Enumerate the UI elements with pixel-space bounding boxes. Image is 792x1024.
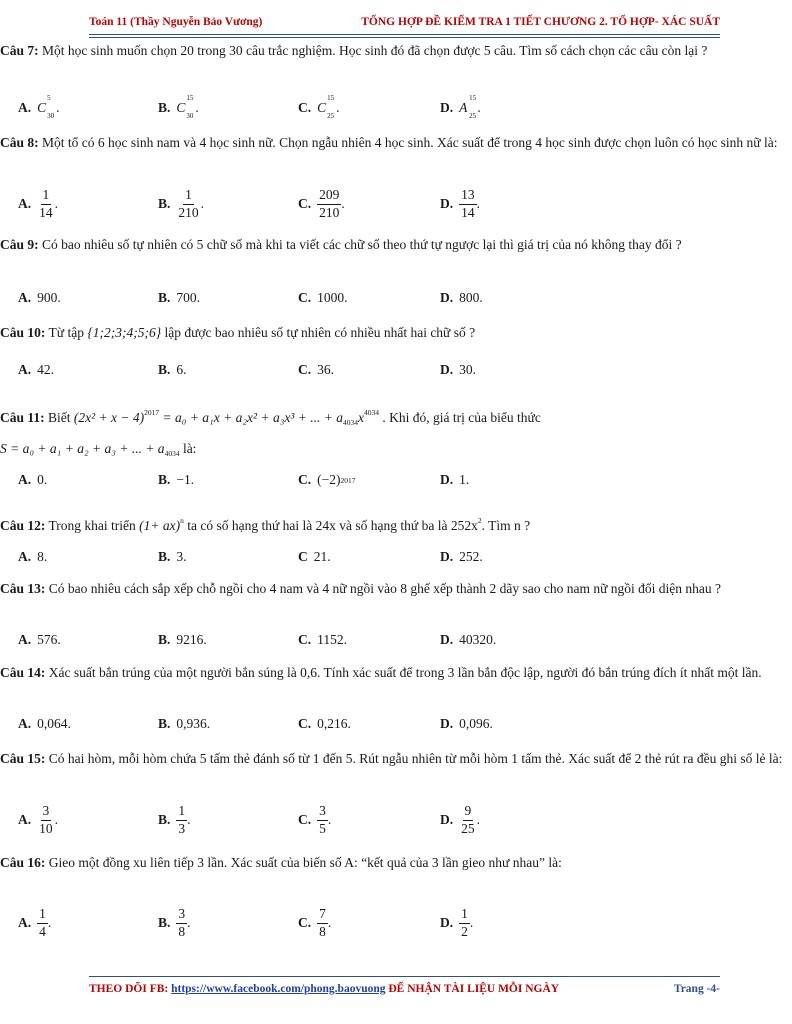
answer-options-9 [0, 278, 792, 318]
option-a[interactable]: A. 576. [18, 632, 61, 647]
page-footer [89, 983, 720, 995]
option-c[interactable]: C 21. [298, 549, 331, 564]
option-b[interactable]: B. 700. [158, 290, 201, 305]
option-c[interactable]: C. 0,216. [298, 716, 351, 731]
header-title: TỔNG HỢP ĐỀ KIỂM TRA 1 TIẾT CHƯƠNG 2. TỔ HỢP- XÁC SUẤT [361, 16, 720, 28]
question-label: Câu 9: [0, 237, 39, 252]
question-12: Câu 12: Trong khai triển (1+ ax)$^n$ ta có số hạng thứ hai là 24x và số hạng thứ ba là $252x^2$. Tìm n ? [0, 516, 531, 533]
math-set: {1;2;3;4;5;6} [87, 325, 162, 340]
answer-options-15 [0, 800, 792, 840]
answer-options-13 [0, 620, 792, 660]
header-course: Toán 11 (Thầy Nguyễn Bảo Vương) [89, 16, 263, 28]
option-d[interactable]: D. 0,096. [440, 716, 493, 731]
option-c[interactable]: C. 36. [298, 362, 334, 377]
question-text: Một tổ có 6 học sinh nam và 4 học sinh nữ. Chọn ngẫu nhiên 4 học sinh. Xác suất để trong 4 học sinh được chọn luôn có học sinh nữ là: [38, 135, 778, 150]
option-d[interactable]: D. 40320. [440, 632, 497, 647]
question-label: Câu 8: [0, 135, 39, 150]
option-c[interactable]: C. $\frac{3}{5}$ . [298, 802, 332, 836]
question-text: Gieo một đồng xu liên tiếp 3 lần. Xác suất của biến số A: “kết quả của 3 lần gieo như nhau” là: [45, 855, 562, 870]
question-text: Một học sinh muốn chọn 20 trong 30 câu trắc nghiệm. Học sinh đó đã chọn được 5 câu. Tìm số cách chọn các câu còn lại ? [38, 43, 708, 58]
option-c[interactable]: C. C 15 25 . [298, 94, 340, 120]
answer-options-16 [0, 903, 792, 943]
option-b[interactable]: B. 9216. [158, 632, 207, 647]
question-label: Câu 12: [0, 518, 46, 533]
header-divider [89, 34, 720, 38]
answer-options-14 [0, 704, 792, 744]
option-b[interactable]: B. 0,936. [158, 716, 211, 731]
option-d[interactable]: D. 1. [440, 472, 470, 487]
option-d[interactable]: D. 252. [440, 549, 483, 564]
option-d[interactable]: D. A 15 25 . [440, 94, 481, 120]
option-a[interactable]: A. $\frac{1}{4}$ . [18, 905, 52, 939]
question-label: Câu 7: [0, 43, 39, 58]
option-d[interactable]: D. $\frac{1}{2}$ . [440, 905, 474, 939]
option-b[interactable]: B. 6. [158, 362, 187, 377]
answer-options-10 [0, 350, 792, 390]
option-c[interactable]: C. (−2) 2017 [298, 472, 356, 487]
option-b[interactable]: B. C 15 30 . [158, 94, 199, 120]
question-11: Câu 11: Biết $(2x^2 + x - 4)^{2017} = a_0 + a_1x + a_2x^2 + a_3x^3$ + ... + $a_{4034}x^{4034}$ . Khi đó, giá trị của biểu thức S = a₀ + a₁ + a₂ + a₃ + ... + $a_{4034}$ là: [0, 408, 541, 458]
option-b[interactable]: B. $\frac{1}{3}$ . [158, 802, 191, 836]
math-expression: (1+ ax) [139, 518, 181, 533]
question-10: Câu 10: Từ tập {1;2;3;4;5;6} lập được bao nhiêu số tự nhiên có nhiều nhất hai chữ số ? [0, 325, 476, 340]
option-c[interactable]: C. 1152. [298, 632, 347, 647]
option-a[interactable]: A. 900. [18, 290, 61, 305]
math-sum: S = a₀ + a₁ + a₂ + a₃ + ... + a [0, 441, 165, 456]
option-d[interactable]: D. 30. [440, 362, 476, 377]
option-d[interactable]: D. $\frac{13}{14}$ . [440, 186, 480, 220]
option-c[interactable]: C. $\frac{209}{210}$ . [298, 186, 345, 220]
option-b[interactable]: B. $\frac{1}{210}$ . [158, 186, 205, 220]
option-d[interactable]: D. $\frac{9}{25}$ . [440, 802, 480, 836]
option-a[interactable]: A. 0,064. [18, 716, 71, 731]
math-expression: (2x² + x − 4) [73, 410, 145, 425]
question-14 [0, 662, 792, 684]
answer-options-7 [0, 88, 792, 128]
footer-cta-text: ĐỂ NHẬN TÀI LIỆU MỖI NGÀY [385, 983, 560, 995]
option-d[interactable]: D. 800. [440, 290, 483, 305]
option-b[interactable]: B. −1. [158, 472, 195, 487]
answer-options-11 [0, 460, 792, 500]
question-text: Có bao nhiêu số tự nhiên có 5 chữ số mà khi ta viết các chữ số theo thứ tự ngược lại thì giá trị của nó không thay đổi ? [38, 237, 682, 252]
option-a[interactable]: A. 42. [18, 362, 54, 377]
footer-divider [89, 976, 720, 977]
page-header [89, 14, 720, 36]
question-label: Câu 10: [0, 325, 46, 340]
question-16 [0, 852, 792, 874]
answer-options-8 [0, 184, 792, 224]
question-label: Câu 16: [0, 855, 46, 870]
question-text: Có hai hòm, mỗi hòm chứa 5 tấm thẻ đánh số từ 1 đến 5. Rút ngẫu nhiên từ mỗi hòm 1 tấm thẻ. Xác suất để 2 thẻ rút ra đều ghi số lẻ là: [45, 751, 783, 766]
question-13 [0, 578, 792, 600]
question-text: Có bao nhiêu cách sắp xếp chỗ ngồi cho 4 nam và 4 nữ ngồi vào 8 ghế xếp thành 2 dãy sao cho nam nữ ngồi đối diện nhau ? [45, 581, 721, 596]
option-b[interactable]: B. 3. [158, 549, 187, 564]
option-c[interactable]: C. 1000. [298, 290, 348, 305]
question-8 [0, 132, 792, 154]
option-a[interactable]: A. 0. [18, 472, 48, 487]
question-7 [0, 40, 792, 62]
question-label: Câu 11: [0, 410, 45, 425]
question-15 [0, 748, 792, 770]
page-number: Trang -4- [673, 983, 720, 995]
facebook-link[interactable]: https://www.facebook.com/phong.baovuong [171, 983, 386, 995]
option-a[interactable]: A. 8. [18, 549, 48, 564]
option-a[interactable]: A. C 5 30 . [18, 94, 60, 120]
option-a[interactable]: A. $\frac{3}{10}$ . [18, 802, 58, 836]
question-text: Xác suất bắn trúng của một người bắn súng là 0,6. Tính xác suất để trong 3 lần bắn độc lập, người đó bắn trúng đích ít nhất một lần. [45, 665, 762, 680]
answer-options-12 [0, 537, 792, 577]
question-label: Câu 15: [0, 751, 46, 766]
option-c[interactable]: C. $\frac{7}{8}$ . [298, 905, 332, 939]
question-9 [0, 234, 792, 256]
footer-follow-text: THEO DÕI FB: [89, 983, 172, 995]
option-b[interactable]: B. $\frac{3}{8}$ . [158, 905, 191, 939]
question-label: Câu 13: [0, 581, 46, 596]
option-a[interactable]: A. $\frac{1}{14}$ . [18, 186, 58, 220]
question-label: Câu 14: [0, 665, 46, 680]
